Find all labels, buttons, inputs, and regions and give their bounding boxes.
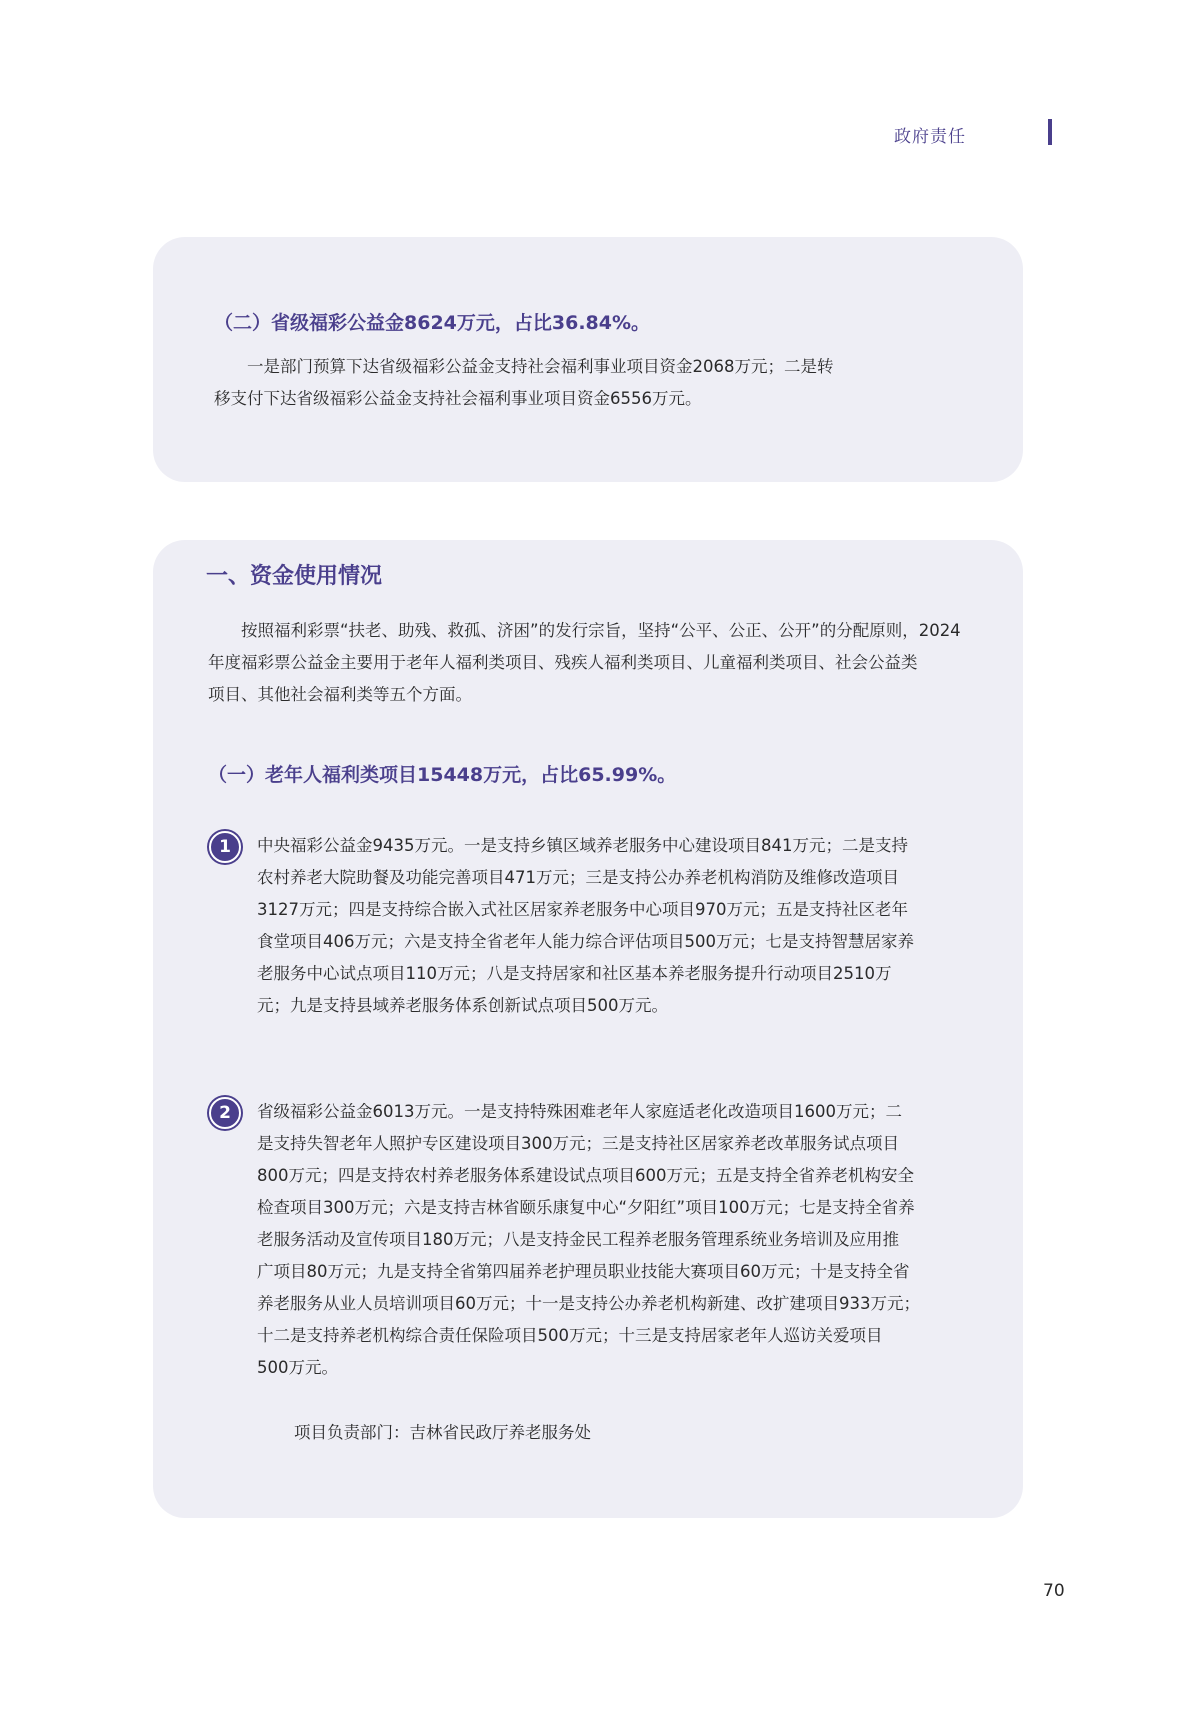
paragraph-line: 800万元；四是支持农村养老服务体系建设试点项目600万元；五是支持全省养老机构安全	[257, 1166, 914, 1185]
provincial-fund-heading: （二）省级福彩公益金8624万元，占比36.84%。	[214, 312, 651, 334]
fund-usage-heading: 一、资金使用情况	[206, 564, 383, 589]
paragraph-line: 一是部门预算下达省级福彩公益金支持社会福利事业项目资金2068万元；二是转	[214, 357, 834, 376]
paragraph-line: 省级福彩公益金6013万元。一是支持特殊困难老年人家庭适老化改造项目1600万元；二	[257, 1102, 902, 1121]
number-badge-1: 1	[209, 831, 241, 863]
central-fund-paragraph	[257, 830, 977, 1022]
paragraph-line: 元；九是支持县域养老服务体系创新试点项目500万元。	[257, 996, 668, 1015]
elderly-welfare-heading: （一）老年人福利类项目15448万元，占比65.99%。	[208, 764, 677, 786]
section-tag: 政府责任	[894, 127, 966, 147]
provincial-fund-paragraph	[214, 351, 964, 415]
paragraph-line: 农村养老大院助餐及功能完善项目471万元；三是支持公办养老机构消防及维修改造项目	[257, 868, 899, 887]
paragraph-line: 养老服务从业人员培训项目60万元；十一是支持公办养老机构新建、改扩建项目933万元；	[257, 1294, 920, 1313]
section-tag-bar	[1048, 119, 1052, 145]
paragraph-line: 老服务中心试点项目110万元；八是支持居家和社区基本养老服务提升行动项目2510万	[257, 964, 892, 983]
paragraph-line: 年度福彩票公益金主要用于老年人福利类项目、残疾人福利类项目、儿童福利类项目、社会公益类	[208, 653, 918, 672]
paragraph-line: 按照福利彩票“扶老、助残、救孤、济困”的发行宗旨，坚持“公平、公正、公开”的分配原则，2024	[208, 621, 961, 640]
responsible-department: 项目负责部门：吉林省民政厅养老服务处	[294, 1423, 591, 1442]
paragraph-line: 项目、其他社会福利类等五个方面。	[208, 685, 472, 704]
paragraph-line: 500万元。	[257, 1358, 338, 1377]
paragraph-line: 十二是支持养老机构综合责任保险项目500万元；十三是支持居家老年人巡访关爱项目	[257, 1326, 883, 1345]
provincial-fund-items-paragraph	[257, 1096, 977, 1384]
paragraph-line: 移支付下达省级福彩公益金支持社会福利事业项目资金6556万元。	[214, 389, 702, 408]
fund-usage-intro	[208, 615, 988, 711]
page-number: 70	[1043, 1581, 1065, 1601]
paragraph-line: 3127万元；四是支持综合嵌入式社区居家养老服务中心项目970万元；五是支持社区老年	[257, 900, 908, 919]
number-badge-2: 2	[209, 1097, 241, 1129]
paragraph-line: 食堂项目406万元；六是支持全省老年人能力综合评估项目500万元；七是支持智慧居家养	[257, 932, 914, 951]
paragraph-line: 中央福彩公益金9435万元。一是支持乡镇区域养老服务中心建设项目841万元；二是支持	[257, 836, 908, 855]
paragraph-line: 是支持失智老年人照护专区建设项目300万元；三是支持社区居家养老改革服务试点项目	[257, 1134, 899, 1153]
paragraph-line: 检查项目300万元；六是支持吉林省颐乐康复中心“夕阳红”项目100万元；七是支持全省养	[257, 1198, 915, 1217]
paragraph-line: 老服务活动及宣传项目180万元；八是支持金民工程养老服务管理系统业务培训及应用推	[257, 1230, 899, 1249]
paragraph-line: 广项目80万元；九是支持全省第四届养老护理员职业技能大赛项目60万元；十是支持全省	[257, 1262, 910, 1281]
